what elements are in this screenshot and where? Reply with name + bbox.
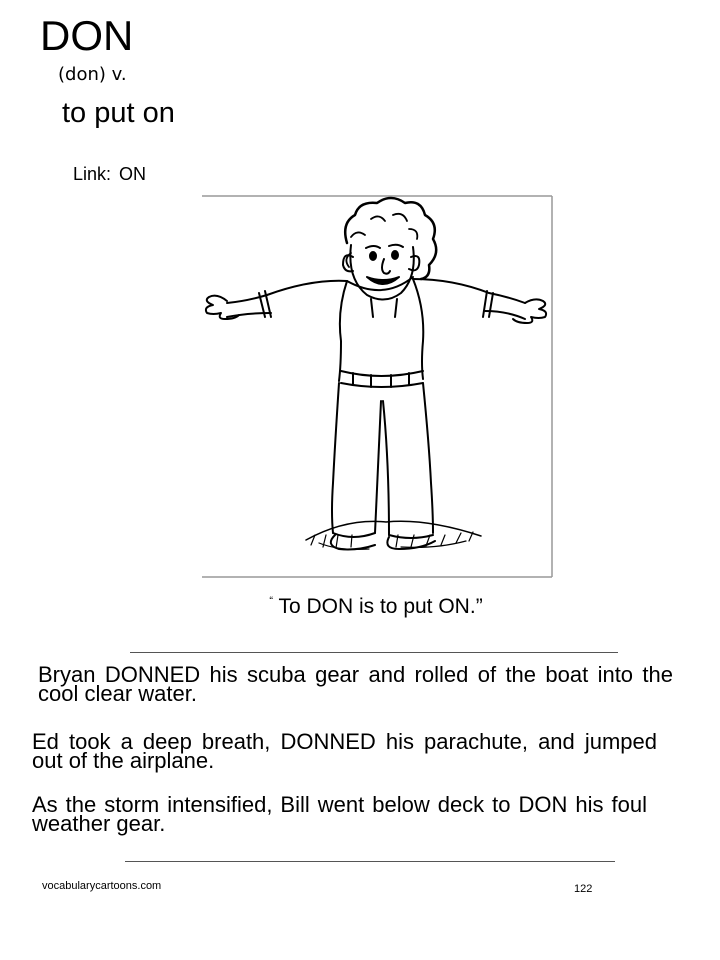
divider-bottom — [125, 861, 615, 862]
open-quote: “ — [269, 595, 273, 607]
cartoon-illustration — [201, 195, 553, 578]
cartoon-man-arms-outstretched-icon — [201, 195, 553, 578]
definition: to put on — [62, 97, 175, 129]
example-sentence: Ed took a deep breath, DONNED his parachute, and jumped out of the airplane. — [32, 729, 657, 773]
example-sentence: Bryan DONNED his scuba gear and rolled of the boat into the cool clear water. — [38, 662, 673, 706]
vocab-word: DON — [40, 12, 134, 59]
divider-top — [130, 652, 618, 653]
caption — [200, 595, 552, 619]
page-number: 122 — [574, 883, 593, 895]
link-label: Link: — [73, 164, 112, 184]
pronunciation: (don) v. — [58, 64, 127, 85]
link-word: ON — [119, 164, 147, 184]
link-line — [73, 164, 146, 185]
example-sentence: As the storm intensified, Bill went below deck to DON his foul weather gear. — [32, 792, 647, 836]
close-quote: ” — [475, 595, 483, 618]
caption-text: To DON is to put ON. — [278, 595, 476, 618]
footer-site: vocabularycartoons.com — [42, 880, 162, 892]
